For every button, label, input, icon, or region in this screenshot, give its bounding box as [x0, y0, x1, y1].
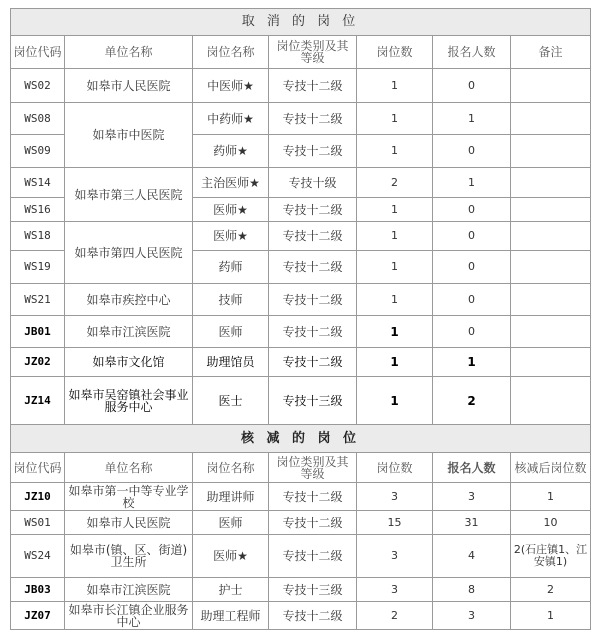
cell-unit: 如皋市疾控中心: [65, 284, 193, 316]
cell-count: 3: [357, 535, 433, 578]
cell-applicants: 3: [433, 602, 511, 630]
cell-code: WS16: [11, 198, 65, 222]
cell-level: 专技十二级: [269, 198, 357, 222]
cell-position: 中药师★: [193, 103, 269, 135]
col-header-unit: 单位名称: [65, 36, 193, 69]
table-row: [11, 578, 591, 602]
cell-code: WS19: [11, 251, 65, 284]
col-header-position: 岗位名称: [193, 36, 269, 69]
section-title-reduced: 核 减 的 岗 位: [11, 425, 591, 453]
cell-after: 1: [511, 483, 591, 511]
cell-unit: 如皋市中医院: [65, 103, 193, 168]
cell-remarks: [511, 69, 591, 103]
cell-level: 专技十二级: [269, 511, 357, 535]
cell-count: 1: [357, 103, 433, 135]
cell-code: WS21: [11, 284, 65, 316]
cell-count: 3: [357, 483, 433, 511]
cell-position: 药师★: [193, 135, 269, 168]
cell-applicants: 1: [433, 103, 511, 135]
cell-level: 专技十二级: [269, 69, 357, 103]
cell-code: WS09: [11, 135, 65, 168]
cell-count: 3: [357, 578, 433, 602]
cell-unit: 如皋市(镇、区、街道)卫生所: [65, 535, 193, 578]
cell-count: 1: [357, 377, 433, 425]
cell-remarks: [511, 198, 591, 222]
cell-position: 药师: [193, 251, 269, 284]
cell-level: 专技十二级: [269, 535, 357, 578]
cell-count: 1: [357, 251, 433, 284]
cell-applicants: 0: [433, 135, 511, 168]
cell-code: JB01: [11, 316, 65, 348]
col-header-after: 核减后岗位数: [511, 453, 591, 483]
cell-code: WS24: [11, 535, 65, 578]
table-row: [11, 316, 591, 348]
cell-level: 专技十二级: [269, 103, 357, 135]
cell-unit: 如皋市第一中等专业学校: [65, 483, 193, 511]
table-row: [11, 69, 591, 103]
cell-applicants: 0: [433, 284, 511, 316]
cell-count: 2: [357, 602, 433, 630]
col-header-applicants: 报名人数: [433, 453, 511, 483]
cell-code: JZ10: [11, 483, 65, 511]
cell-count: 1: [357, 69, 433, 103]
cell-code: JZ07: [11, 602, 65, 630]
cell-applicants: 0: [433, 69, 511, 103]
cell-position: 医师: [193, 316, 269, 348]
cell-code: WS14: [11, 168, 65, 198]
cell-code: WS01: [11, 511, 65, 535]
cell-level: 专技十三级: [269, 578, 357, 602]
cell-unit: 如皋市人民医院: [65, 511, 193, 535]
col-header-remarks: 备注: [511, 36, 591, 69]
cell-remarks: [511, 348, 591, 377]
cell-count: 1: [357, 198, 433, 222]
cell-unit: 如皋市江滨医院: [65, 316, 193, 348]
table-row: [11, 511, 591, 535]
cell-remarks: [511, 103, 591, 135]
cell-level: 专技十二级: [269, 316, 357, 348]
cell-applicants: 31: [433, 511, 511, 535]
cell-position: 医师★: [193, 222, 269, 251]
cell-level: 专技十级: [269, 168, 357, 198]
cell-applicants: 1: [433, 348, 511, 377]
cell-applicants: 1: [433, 168, 511, 198]
cell-code: JZ02: [11, 348, 65, 377]
cell-applicants: 0: [433, 222, 511, 251]
cell-applicants: 0: [433, 251, 511, 284]
cell-remarks: [511, 377, 591, 425]
cell-remarks: [511, 251, 591, 284]
cell-position: 医师★: [193, 535, 269, 578]
cell-position: 医士: [193, 377, 269, 425]
cell-unit: 如皋市江滨医院: [65, 578, 193, 602]
cell-applicants: 3: [433, 483, 511, 511]
positions-table: [10, 8, 591, 630]
cell-position: 助理工程师: [193, 602, 269, 630]
cell-level: 专技十二级: [269, 284, 357, 316]
cell-level: 专技十二级: [269, 251, 357, 284]
cell-code: JB03: [11, 578, 65, 602]
cell-remarks: [511, 222, 591, 251]
col-header-level: 岗位类别及其等级: [269, 36, 357, 69]
cell-level: 专技十三级: [269, 377, 357, 425]
cell-unit: 如皋市长江镇企业服务中心: [65, 602, 193, 630]
cell-unit: 如皋市第四人民医院: [65, 222, 193, 284]
cell-position: 技师: [193, 284, 269, 316]
cell-code: JZ14: [11, 377, 65, 425]
cell-count: 1: [357, 135, 433, 168]
col-header-code: 岗位代码: [11, 453, 65, 483]
table-row: [11, 377, 591, 425]
cell-remarks: [511, 316, 591, 348]
cell-applicants: 0: [433, 198, 511, 222]
cell-remarks: [511, 168, 591, 198]
cell-position: 主治医师★: [193, 168, 269, 198]
cell-level: 专技十二级: [269, 483, 357, 511]
cell-unit: 如皋市第三人民医院: [65, 168, 193, 222]
cell-after: 1: [511, 602, 591, 630]
cell-position: 护士: [193, 578, 269, 602]
cell-applicants: 8: [433, 578, 511, 602]
cell-remarks: [511, 135, 591, 168]
table-row: [11, 348, 591, 377]
table-row: [11, 103, 591, 135]
cell-level: 专技十二级: [269, 222, 357, 251]
table-row: [11, 602, 591, 630]
table-row: [11, 222, 591, 251]
col-header-count: 岗位数: [357, 36, 433, 69]
cell-position: 医师: [193, 511, 269, 535]
cell-count: 2: [357, 168, 433, 198]
cell-code: WS02: [11, 69, 65, 103]
col-header-code: 岗位代码: [11, 36, 65, 69]
cell-count: 1: [357, 316, 433, 348]
cell-remarks: [511, 284, 591, 316]
cell-position: 助理馆员: [193, 348, 269, 377]
col-header-position: 岗位名称: [193, 453, 269, 483]
cell-level: 专技十二级: [269, 135, 357, 168]
cell-unit: 如皋市人民医院: [65, 69, 193, 103]
cell-unit: 如皋市吴窑镇社会事业服务中心: [65, 377, 193, 425]
cell-applicants: 2: [433, 377, 511, 425]
col-header-level: 岗位类别及其等级: [269, 453, 357, 483]
table-row: [11, 483, 591, 511]
cell-count: 15: [357, 511, 433, 535]
cell-unit: 如皋市文化馆: [65, 348, 193, 377]
cell-applicants: 0: [433, 316, 511, 348]
cell-code: WS08: [11, 103, 65, 135]
cell-count: 1: [357, 284, 433, 316]
cell-count: 1: [357, 222, 433, 251]
cell-applicants: 4: [433, 535, 511, 578]
cell-after: 2(石庄镇1、江安镇1): [511, 535, 591, 578]
cell-after: 2: [511, 578, 591, 602]
col-header-applicants: 报名人数: [433, 36, 511, 69]
cell-level: 专技十二级: [269, 602, 357, 630]
cell-level: 专技十二级: [269, 348, 357, 377]
col-header-unit: 单位名称: [65, 453, 193, 483]
cell-after: 10: [511, 511, 591, 535]
table-row: [11, 284, 591, 316]
table-row: [11, 168, 591, 198]
cell-count: 1: [357, 348, 433, 377]
col-header-count: 岗位数: [357, 453, 433, 483]
cell-code: WS18: [11, 222, 65, 251]
cell-position: 医师★: [193, 198, 269, 222]
cell-position: 中医师★: [193, 69, 269, 103]
cell-position: 助理讲师: [193, 483, 269, 511]
table-row: [11, 535, 591, 578]
section-title-cancelled: 取 消 的 岗 位: [11, 9, 591, 36]
